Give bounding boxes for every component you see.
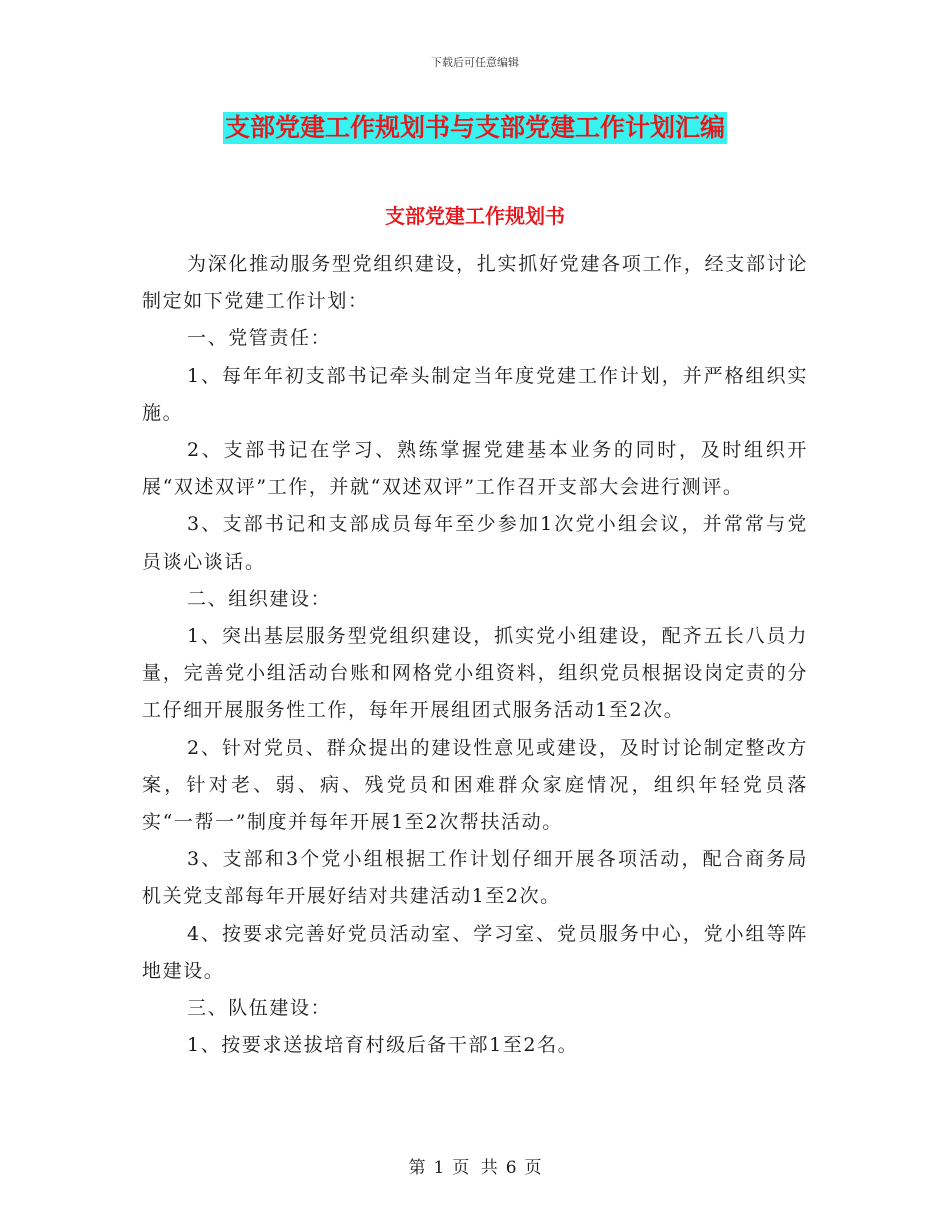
paragraph: 3、支部和3个党小组根据工作计划仔细开展各项活动，配合商务局机关党支部每年开展好结对共建活动1至2次。 (142, 848, 808, 908)
footer-suffix: 页 (524, 1158, 542, 1178)
footer-middle: 页 共 (452, 1158, 498, 1178)
paragraph: 1、每年年初支部书记牵头制定当年度党建工作计划，并严格组织实施。 (142, 364, 808, 424)
paragraph: 2、针对党员、群众提出的建设性意见或建设，及时讨论制定整改方案，针对老、弱、病、残党员和困难群众家庭情况，组织年轻党员落实“一帮一”制度并每年开展1至2次帮扶活动。 (142, 736, 808, 834)
section-title: 支部党建工作规划书 (385, 204, 565, 228)
footer-page-number: 1 (433, 1158, 445, 1178)
paragraph: 2、支部书记在学习、熟练掌握党建基本业务的同时，及时组织开展“双述双评”工作，并就“双述双评”工作召开支部大会进行测评。 (142, 439, 808, 499)
document-body (142, 246, 808, 1064)
paragraph: 一、党管责任： (187, 327, 332, 350)
paragraph: 3、支部书记和支部成员每年至少参加1次党小组会议，并常常与党员谈心谈话。 (142, 513, 808, 573)
document-title: 支部党建工作规划书与支部党建工作计划汇编 (224, 113, 725, 142)
document-title-container (0, 112, 950, 144)
page-footer (0, 1153, 950, 1178)
paragraph: 1、突出基层服务型党组织建设，抓实党小组建设，配齐五长八员力量，完善党小组活动台账和网格党小组资料，组织党员根据设岗定责的分工仔细开展服务性工作，每年开展组团式服务活动1至2次。 (142, 625, 808, 722)
paragraph: 4、按要求完善好党员活动室、学习室、党员服务中心，党小组等阵地建设。 (142, 922, 808, 982)
paragraph: 为深化推动服务型党组织建设，扎实抓好党建各项工作，经支部讨论制定如下党建工作计划： (142, 253, 808, 313)
paragraph: 三、队伍建设： (187, 997, 332, 1020)
header-note: 下载后可任意编辑 (431, 56, 519, 69)
footer-prefix: 第 (408, 1158, 426, 1178)
paragraph: 1、按要求送拔培育村级后备干部1至2名。 (187, 1034, 579, 1057)
footer-total-pages: 6 (505, 1158, 517, 1178)
paragraph: 二、组织建设： (187, 587, 332, 610)
